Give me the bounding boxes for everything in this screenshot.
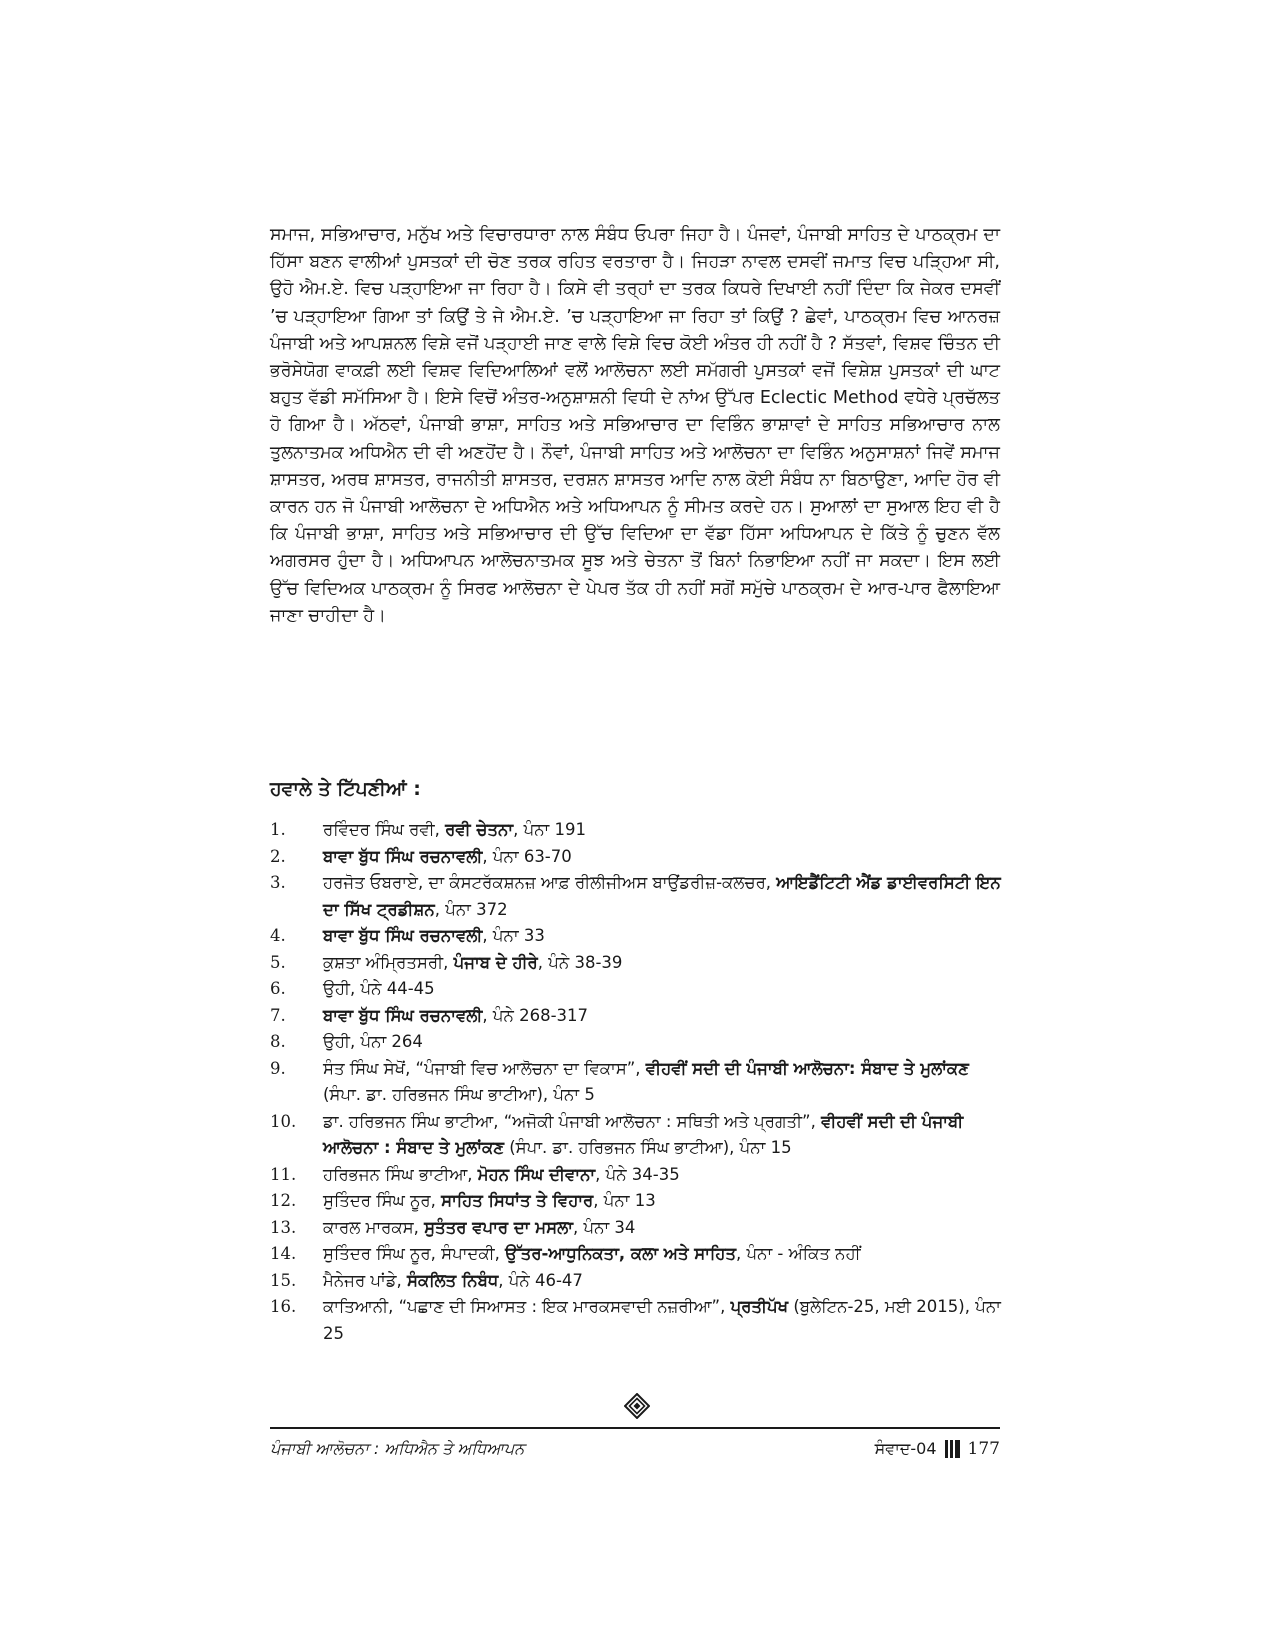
reference-item	[270, 923, 1005, 950]
reference-text: ਸੁਤਿੰਦਰ ਸਿੰਘ ਨੂਰ,	[323, 1191, 442, 1210]
references-list	[270, 817, 1005, 1347]
reference-title: ਬਾਵਾ ਬੁੱਧ ਸਿੰਘ ਰਚਨਾਵਲੀ	[323, 926, 483, 945]
reference-title: ਸੁਤੰਤਰ ਵਪਾਰ ਦਾ ਮਸਲਾ	[424, 1217, 573, 1237]
reference-text: , ਪੰਨੇ 268-317	[482, 1005, 589, 1025]
reference-number: 9.	[270, 1058, 286, 1078]
reference-item	[270, 1029, 1005, 1056]
footer-issue-info	[875, 1439, 1000, 1459]
reference-text: , ਪੰਨੇ 38-39	[537, 952, 623, 972]
reference-text: ਰਵਿੰਦਰ ਸਿੰਘ ਰਵੀ,	[323, 820, 446, 839]
reference-number: 2.	[270, 846, 286, 866]
reference-item	[270, 817, 1005, 844]
reference-item	[270, 1003, 1005, 1030]
reference-number: 12.	[270, 1191, 297, 1210]
reference-item	[270, 844, 1005, 871]
reference-number: 1.	[270, 820, 286, 839]
reference-item	[270, 950, 1005, 977]
reference-title: ਆਇਡੈਂਟਿਟੀ ਐਂਡ ਡਾਈਵਰਸਿਟੀ ਇਨ ਦਾ ਸਿੱਖ ਟ੍ਰਡੀਸ਼ਨ	[323, 873, 1001, 919]
reference-number: 4.	[270, 926, 286, 945]
reference-item	[270, 1215, 1005, 1242]
reference-text: ਡਾ. ਹਰਿਭਜਨ ਸਿੰਘ ਭਾਟੀਆ, “ਅਜੋਕੀ ਪੰਜਾਬੀ ਆਲੋਚਨਾ : ਸਥਿਤੀ ਅਤੇ ਪ੍ਰਗਤੀ”,	[323, 1111, 822, 1131]
reference-item	[270, 1109, 1005, 1162]
reference-text: , ਪੰਨਾ 63-70	[482, 846, 572, 866]
reference-title: ਉੱਤਰ-ਆਧੁਨਿਕਤਾ, ਕਲਾ ਅਤੇ ਸਾਹਿਤ	[505, 1244, 736, 1263]
reference-number: 10.	[270, 1111, 297, 1131]
reference-text: , ਪੰਨੇ 34-35	[595, 1164, 680, 1184]
reference-title: ਸਾਹਿਤ ਸਿਧਾਂਤ ਤੇ ਵਿਹਾਰ	[441, 1191, 594, 1210]
reference-text: ਕਾਤਿਆਨੀ, “ਪਛਾਣ ਦੀ ਸਿਆਸਤ : ਇਕ ਮਾਰਕਸਵਾਦੀ ਨਜ਼ਰੀਆ”,	[323, 1297, 731, 1316]
reference-number: 14.	[270, 1244, 297, 1263]
reference-title: ਮੋਹਨ ਸਿੰਘ ਦੀਵਾਨਾ	[477, 1164, 596, 1184]
reference-text: ਕੁਸ਼ਤਾ ਅੰਮ੍ਰਿਤਸਰੀ,	[323, 952, 454, 972]
reference-item	[270, 1294, 1005, 1347]
reference-number: 15.	[270, 1270, 297, 1290]
reference-title: ਸੰਕਲਿਤ ਨਿਬੰਧ	[406, 1270, 499, 1290]
bars-icon	[945, 1440, 960, 1458]
reference-text: ਸੰਤ ਸਿੰਘ ਸੇਖੋਂ, “ਪੰਜਾਬੀ ਵਿਚ ਆਲੋਚਨਾ ਦਾ ਵਿਕਾਸ”,	[323, 1058, 646, 1078]
reference-text: (ਸੰਪਾ. ਡਾ. ਹਰਿਭਜਨ ਸਿੰਘ ਭਾਟੀਆ), ਪੰਨਾ 5	[323, 1085, 595, 1104]
reference-text: ਸੁਤਿੰਦਰ ਸਿੰਘ ਨੂਰ, ਸੰਪਾਦਕੀ,	[323, 1244, 506, 1263]
reference-title: ਰਵੀ ਚੇਤਨਾ	[445, 820, 514, 839]
reference-number: 16.	[270, 1297, 297, 1316]
footer-running-title: ਪੰਜਾਬੀ ਆਲੋਚਨਾ : ਅਧਿਐਨ ਤੇ ਅਧਿਆਪਨ	[270, 1439, 525, 1458]
reference-number: 7.	[270, 1005, 286, 1025]
reference-item	[270, 1056, 1005, 1109]
reference-item	[270, 1241, 1005, 1268]
reference-text: , ਪੰਨਾ 13	[593, 1191, 656, 1210]
footer-issue: ਸੰਵਾਦ-04	[874, 1439, 937, 1458]
reference-text: (ਸੰਪਾ. ਡਾ. ਹਰਿਭਜਨ ਸਿੰਘ ਭਾਟੀਆ), ਪੰਨਾ 15	[504, 1138, 792, 1157]
reference-item	[270, 870, 1005, 923]
reference-text: ਕਾਰਲ ਮਾਰਕਸ,	[323, 1217, 425, 1237]
reference-number: 13.	[270, 1217, 297, 1237]
reference-text: ਮੈਨੇਜਰ ਪਾਂਡੇ,	[323, 1270, 407, 1290]
reference-text: , ਪੰਨਾ 33	[482, 926, 545, 945]
body-paragraph: ਸਮਾਜ, ਸਭਿਆਚਾਰ, ਮਨੁੱਖ ਅਤੇ ਵਿਚਾਰਧਾਰਾ ਨਾਲ ਸੰਬੰਧ ਓਪਰਾ ਜਿਹਾ ਹੈ। ਪੰਜਵਾਂ, ਪੰਜਾਬੀ ਸਾਹਿਤ ਦੇ ਪਾਠਕ੍ਰਮ ਦਾ ਹਿੱਸਾ ਬਣਨ ਵਾਲੀਆਂ ਪੁਸਤਕਾਂ ਦੀ ਚੋਣ ਤਰਕ ਰਹਿਤ ਵਰਤਾਰਾ ਹੈ। ਜਿਹੜਾ ਨਾਵਲ ਦਸਵੀਂ ਜਮਾਤ ਵਿਚ ਪੜ੍ਹਿਆ ਸੀ, ਉਹੋ ਐਮ.ਏ. ਵਿਚ ਪੜ੍ਹਾਇਆ ਜਾ ਰਿਹਾ ਹੈ। ਕਿਸੇ ਵੀ ਤਰ੍ਹਾਂ ਦਾ ਤਰਕ ਕਿਧਰੇ ਦਿਖਾਈ ਨਹੀਂ ਦਿੰਦਾ ਕਿ ਜੇਕਰ ਦਸਵੀਂ ’ਚ ਪੜ੍ਹਾਇਆ ਗਿਆ ਤਾਂ ਕਿਉਂ ਤੇ ਜੇ ਐਮ.ਏ. ’ਚ ਪੜ੍ਹਾਇਆ ਜਾ ਰਿਹਾ ਤਾਂ ਕਿਉਂ ? ਛੇਵਾਂ, ਪਾਠਕ੍ਰਮ ਵਿਚ ਆਨਰਜ਼ ਪੰਜਾਬੀ ਅਤੇ ਆਪਸ਼ਨਲ ਵਿਸ਼ੇ ਵਜੋਂ ਪੜ੍ਹਾਈ ਜਾਣ ਵਾਲੇ ਵਿਸ਼ੇ ਵਿਚ ਕੋਈ ਅੰਤਰ ਹੀ ਨਹੀਂ ਹੈ ? ਸੱਤਵਾਂ, ਵਿਸ਼ਵ ਚਿੰਤਨ ਦੀ ਭਰੋਸੇਯੋਗ ਵਾਕਫ਼ੀ ਲਈ ਵਿਸ਼ਵ ਵਿਦਿਆਲਿਆਂ ਵਲੋਂ ਆਲੋਚਨਾ ਲਈ ਸਮੱਗਰੀ ਪੁਸਤਕਾਂ ਵਜੋਂ ਵਿਸ਼ੇਸ਼ ਪੁਸਤਕਾਂ ਦੀ ਘਾਟ ਬਹੁਤ ਵੱਡੀ ਸਮੱਸਿਆ ਹੈ। ਇਸੇ ਵਿਚੋਂ ਅੰਤਰ-ਅਨੁਸ਼ਾਸ਼ਨੀ ਵਿਧੀ ਦੇ ਨਾਂਅ ਉੱਪਰ Eclectic Method ਵਧੇਰੇ ਪ੍ਰਚੱਲਤ ਹੋ ਗਿਆ ਹੈ। ਅੱਠਵਾਂ, ਪੰਜਾਬੀ ਭਾਸ਼ਾ, ਸਾਹਿਤ ਅਤੇ ਸਭਿਆਚਾਰ ਦਾ ਵਿਭਿੰਨ ਭਾਸ਼ਾਵਾਂ ਦੇ ਸਾਹਿਤ ਸਭਿਆਚਾਰ ਨਾਲ ਤੁਲਨਾਤਮਕ ਅਧਿਐਨ ਦੀ ਵੀ ਅਣਹੋਂਦ ਹੈ। ਨੌਵਾਂ, ਪੰਜਾਬੀ ਸਾਹਿਤ ਅਤੇ ਆਲੋਚਨਾ ਦਾ ਵਿਭਿੰਨ ਅਨੁਸਾਸ਼ਨਾਂ ਜਿਵੇਂ ਸਮਾਜ ਸ਼ਾਸਤਰ, ਅਰਥ ਸ਼ਾਸਤਰ, ਰਾਜਨੀਤੀ ਸ਼ਾਸਤਰ, ਦਰਸ਼ਨ ਸ਼ਾਸਤਰ ਆਦਿ ਨਾਲ ਕੋਈ ਸੰਬੰਧ ਨਾ ਬਿਠਾਉਣਾ, ਆਦਿ ਹੋਰ ਵੀ ਕਾਰਨ ਹਨ ਜੋ ਪੰਜਾਬੀ ਆਲੋਚਨਾ ਦੇ ਅਧਿਐਨ ਅਤੇ ਅਧਿਆਪਨ ਨੂੰ ਸੀਮਤ ਕਰਦੇ ਹਨ। ਸੁਆਲਾਂ ਦਾ ਸੁਆਲ ਇਹ ਵੀ ਹੈ ਕਿ ਪੰਜਾਬੀ ਭਾਸ਼ਾ, ਸਾਹਿਤ ਅਤੇ ਸਭਿਆਚਾਰ ਦੀ ਉੱਚ ਵਿਦਿਆ ਦਾ ਵੱਡਾ ਹਿੱਸਾ ਅਧਿਆਪਨ ਦੇ ਕਿੱਤੇ ਨੂੰ ਚੁਣਨ ਵੱਲ ਅਗਰਸਰ ਹੁੰਦਾ ਹੈ। ਅਧਿਆਪਨ ਆਲੋਚਨਾਤਮਕ ਸੂਝ ਅਤੇ ਚੇਤਨਾ ਤੋਂ ਬਿਨਾਂ ਨਿਭਾਇਆ ਨਹੀਂ ਜਾ ਸਕਦਾ। ਇਸ ਲਈ ਉੱਚ ਵਿਦਿਅਕ ਪਾਠਕ੍ਰਮ ਨੂੰ ਸਿਰਫ ਆਲੋਚਨਾ ਦੇ ਪੇਪਰ ਤੱਕ ਹੀ ਨਹੀਂ ਸਗੋਂ ਸਮੁੱਚੇ ਪਾਠਕ੍ਰਮ ਦੇ ਆਰ-ਪਾਰ ਫੈਲਾਇਆ ਜਾਣਾ ਚਾਹੀਦਾ ਹੈ।	[270, 225, 1000, 626]
reference-text: (ਬੁਲੇਟਿਨ-25, ਮਈ 2015), ਪੰਨਾ 25	[323, 1297, 1001, 1343]
reference-text: ਹਰਜੋਤ ਓਬਰਾਏ, ਦਾ ਕੰਸਟਰੱਕਸ਼ਨਜ਼ ਆਫ਼ ਰੀਲੀਜੀਅਸ ਬਾਉਂਡਰੀਜ਼-ਕਲਚਰ,	[323, 873, 777, 892]
footer-rule	[270, 1427, 1000, 1429]
page-number: 177	[967, 1439, 1000, 1459]
reference-title: ਬਾਵਾ ਬੁੱਧ ਸਿੰਘ ਰਚਨਾਵਲੀ	[323, 1005, 483, 1025]
reference-text: ਉਹੀ, ਪੰਨੇ 44-45	[323, 979, 435, 998]
reference-item	[270, 1188, 1005, 1215]
reference-title: ਪੰਜਾਬ ਦੇ ਹੀਰੇ	[453, 952, 538, 972]
reference-text: , ਪੰਨਾ 34	[573, 1217, 636, 1237]
reference-number: 8.	[270, 1032, 286, 1051]
reference-text: , ਪੰਨੇ 46-47	[498, 1270, 583, 1290]
diamond-ornament-icon	[624, 1393, 650, 1419]
reference-item	[270, 1268, 1005, 1295]
reference-number: 5.	[270, 952, 286, 972]
reference-text: ਉਹੀ, ਪੰਨਾ 264	[323, 1032, 423, 1051]
reference-text: , ਪੰਨਾ 191	[513, 820, 586, 839]
reference-item	[270, 1162, 1005, 1189]
references-heading: ਹਵਾਲੇ ਤੇ ਟਿੱਪਣੀਆਂ :	[270, 778, 421, 800]
reference-title: ਵੀਹਵੀਂ ਸਦੀ ਦੀ ਪੰਜਾਬੀ ਆਲੋਚਨਾ : ਸੰਬਾਦ ਤੇ ਮੁਲਾਂਕਣ	[323, 1111, 964, 1157]
reference-title: ਬਾਵਾ ਬੁੱਧ ਸਿੰਘ ਰਚਨਾਵਲੀ	[323, 846, 483, 866]
reference-text: ਹਰਿਭਜਨ ਸਿੰਘ ਭਾਟੀਆ,	[323, 1164, 478, 1184]
reference-text: , ਪੰਨਾ - ਅੰਕਿਤ ਨਹੀਂ	[736, 1244, 861, 1263]
reference-number: 11.	[270, 1164, 297, 1184]
reference-number: 6.	[270, 979, 286, 998]
reference-item	[270, 976, 1005, 1003]
reference-title: ਪ੍ਰਤੀਪੱਖ	[730, 1297, 789, 1316]
reference-text: , ਪੰਨਾ 372	[434, 899, 508, 919]
reference-title: ਵੀਹਵੀਂ ਸਦੀ ਦੀ ਪੰਜਾਬੀ ਆਲੋਚਨਾ: ਸੰਬਾਦ ਤੇ ਮੁਲਾਂਕਣ	[645, 1058, 969, 1078]
reference-number: 3.	[270, 873, 286, 892]
